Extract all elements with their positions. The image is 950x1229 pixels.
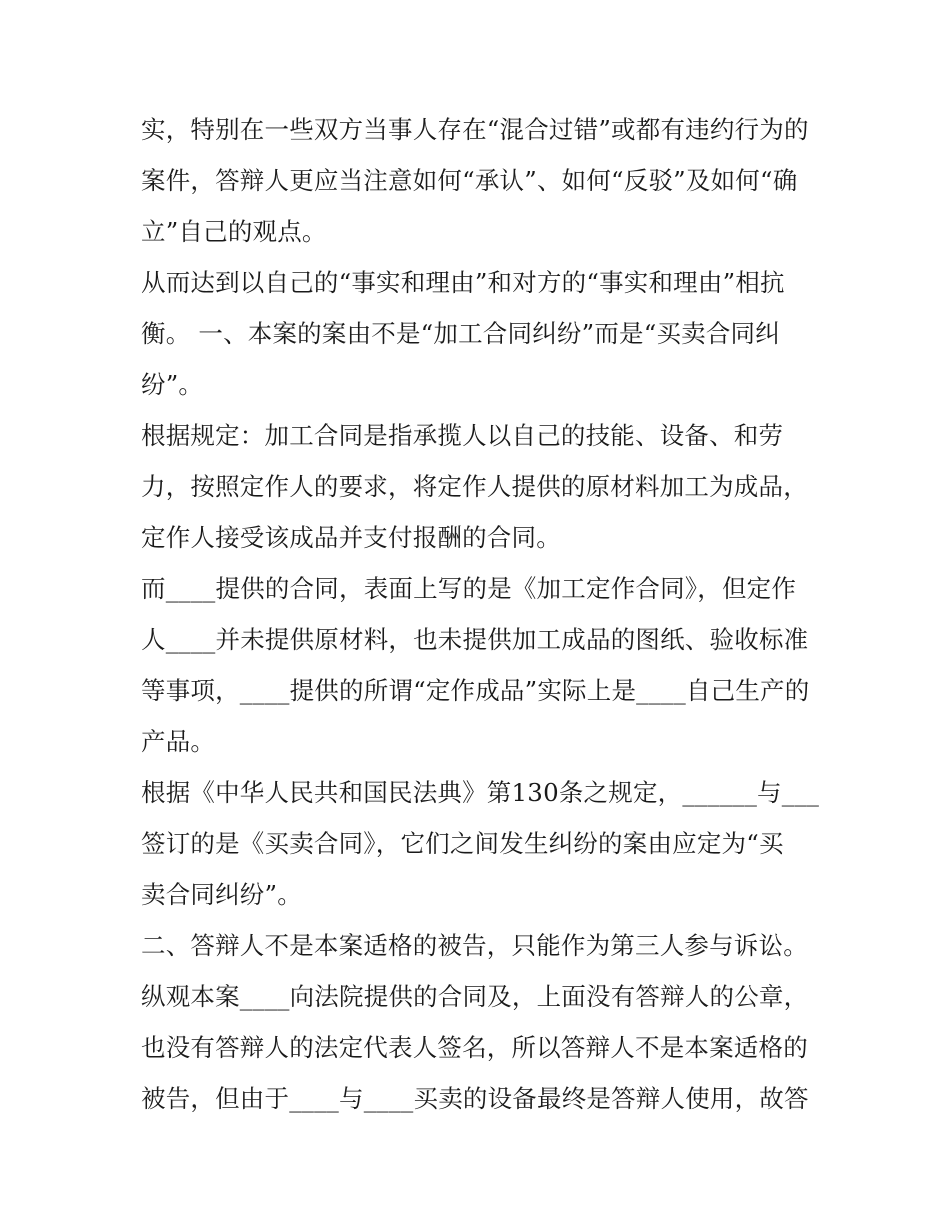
document-body [141, 104, 820, 1124]
text-line: 案件，答辩人更应当注意如何“承认”、如何“反驳”及如何“确 [141, 166, 798, 195]
text-line: 而____提供的合同，表面上写的是《加工定作合同》，但定作 [141, 574, 797, 603]
text-line: 产品。 [141, 727, 216, 756]
text-line: 卖合同纠纷”。 [141, 880, 302, 909]
text-line: 纷”。 [141, 370, 204, 399]
text-line: 也没有答辩人的法定代表人签名，所以答辩人不是本案适格的 [141, 1033, 808, 1062]
text-line: 衡。 一、本案的案由不是“加工合同纠纷”而是“买卖合同纠 [141, 319, 780, 348]
text-line: 签订的是《买卖合同》，它们之间发生纠纷的案由应定为“买 [141, 829, 784, 858]
text-line: 被告，但由于____与____买卖的设备最终是答辩人使用，故答 [141, 1084, 809, 1113]
text-line: 等事项，____提供的所谓“定作成品”实际上是____自己生产的 [141, 676, 810, 705]
text-line: 人____并未提供原材料，也未提供加工成品的图纸、验收标准 [141, 625, 809, 654]
text-line: 从而达到以自己的“事实和理由”和对方的“事实和理由”相抗 [141, 268, 785, 297]
text-line: 根据规定：加工合同是指承揽人以自己的技能、设备、和劳 [141, 421, 784, 450]
text-line: 定作人接受该成品并支付报酬的合同。 [141, 523, 561, 552]
text-line: 根据《中华人民共和国民法典》第130条之规定，______与___ [141, 778, 820, 807]
text-line: 力，按照定作人的要求，将定作人提供的原材料加工为成品， [141, 472, 808, 501]
text-line: 纵观本案____向法院提供的合同及，上面没有答辩人的公章， [141, 982, 809, 1011]
text-line: 二、答辩人不是本案适格的被告，只能作为第三人参与诉讼。 [141, 931, 808, 960]
text-line: 实，特别在一些双方当事人存在“混合过错”或都有违约行为的 [141, 115, 809, 144]
text-line: 立”自己的观点。 [141, 217, 327, 246]
